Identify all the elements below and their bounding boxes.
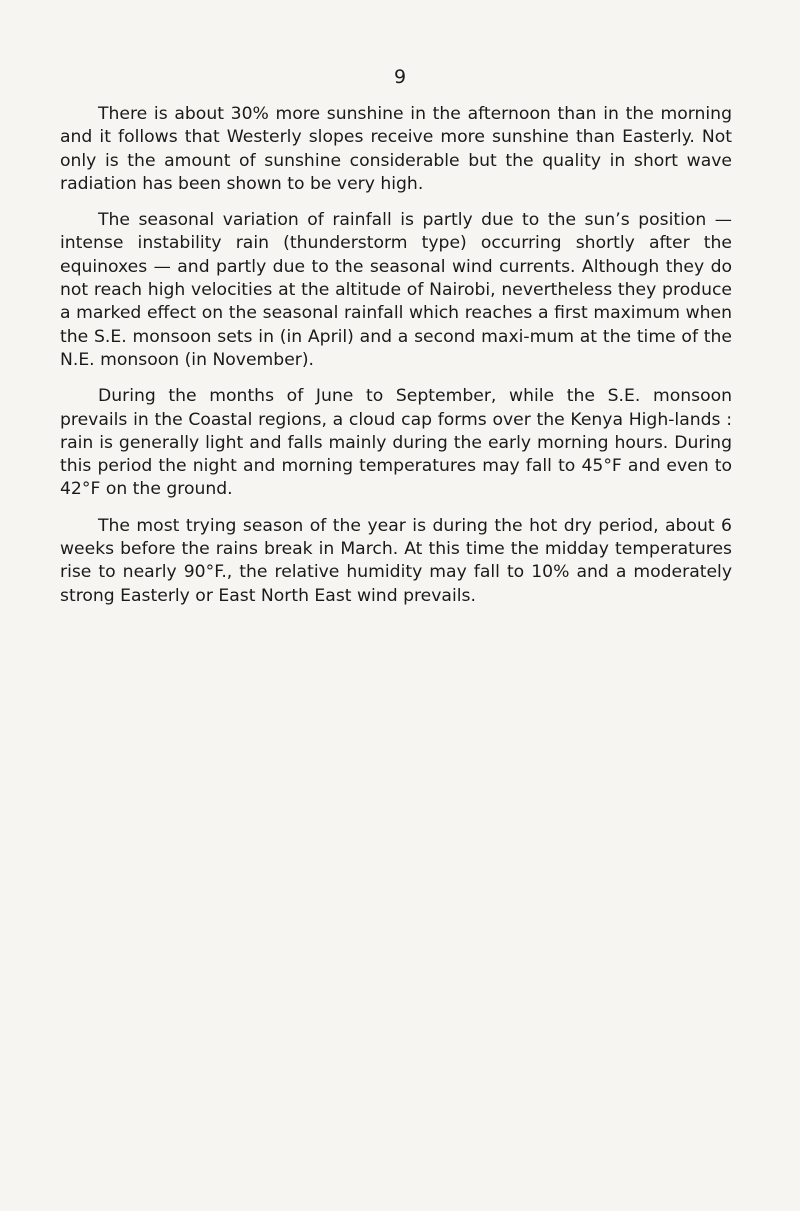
paragraph-june-september: During the months of June to September, while the S.E. monsoon prevails in the Coastal regions, a cloud cap forms over the Kenya High-lands : rain is generally light and falls mainly during the early morning hours. During this period the night and morning temperatures may fall to 45°F and even to 42°F on the ground. [60,386,732,500]
paragraph-rainfall-variation: The seasonal variation of rainfall is partly due to the sun’s position — intense instability rain (thunderstorm type) occurring shortly after the equinoxes — and partly due to the seasonal wind currents. Although they do not reach high velocities at the altitude of Nairobi, nevertheless they produce a marked effect on the seasonal rainfall which reaches a first maximum when the S.E. monsoon sets in (in April) and a second maxi-mum at the time of the N.E. monsoon (in November). [60,210,732,370]
body-text [60,103,732,621]
page-number: 9 [393,66,407,88]
paragraph-hot-dry-period: The most trying season of the year is during the hot dry period, about 6 weeks before the rains break in March. At this time the midday temperatures rise to nearly 90°F., the relative humidity may fall to 10% and a moderately strong Easterly or East North East wind prevails. [60,515,732,606]
paragraph-sunshine: There is about 30% more sunshine in the afternoon than in the morning and it follows that Westerly slopes receive more sunshine than Easterly. Not only is the amount of sunshine considerable but the quality in short wave radiation has been shown to be very high. [60,104,732,194]
